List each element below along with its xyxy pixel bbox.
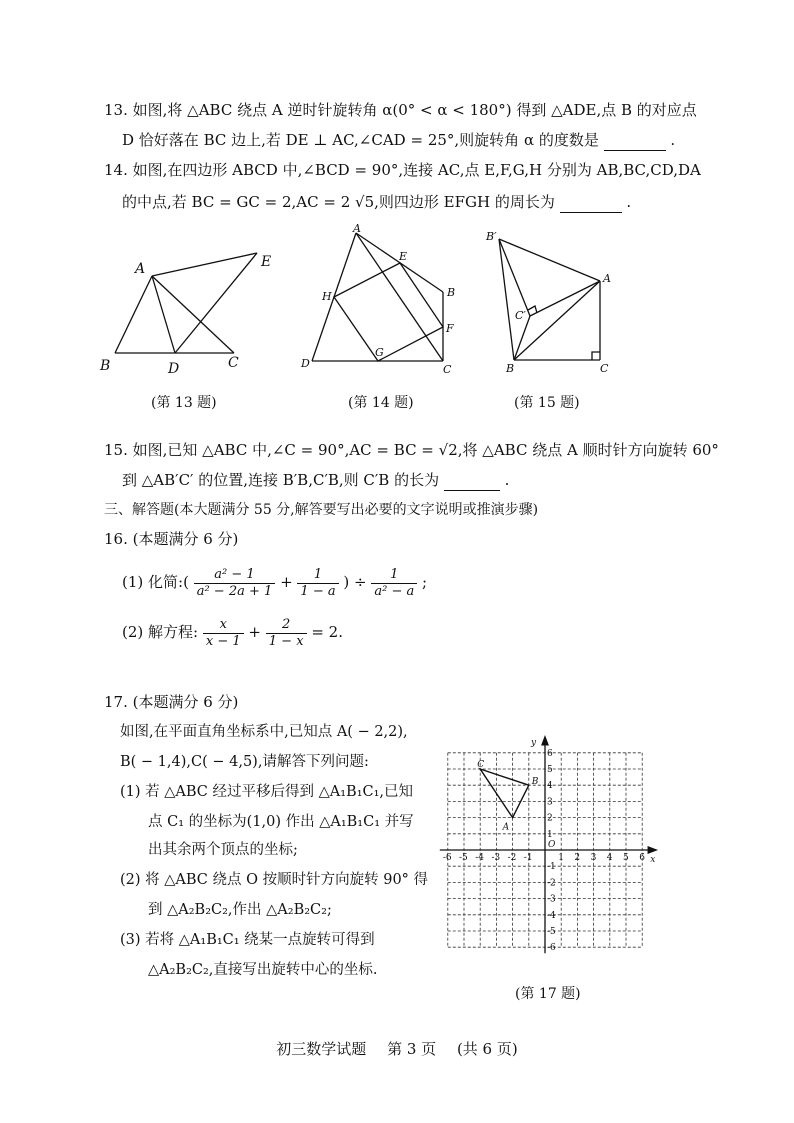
f14-label-A: A xyxy=(353,222,361,235)
q16-part2 xyxy=(122,610,343,654)
q16-p1-frac3-num: 1 xyxy=(371,567,417,584)
x-tick-label: 1 xyxy=(558,853,564,863)
y-tick-label: 4 xyxy=(547,781,553,792)
f15-seg-BpA xyxy=(499,239,600,281)
q17-l4: 点 C₁ 的坐标为(1,0) 作出 △A₁B₁C₁ 并写 xyxy=(148,814,414,830)
q15-answer-blank xyxy=(444,470,500,491)
f15-label-Cp: C′ xyxy=(515,309,526,322)
q16-p2-frac2-den: 1 − x xyxy=(268,633,304,649)
q15-line2 xyxy=(122,470,509,491)
figure-14 xyxy=(295,222,465,382)
x-tick-label: -5 xyxy=(459,853,468,863)
q16-p1-div: ) ÷ xyxy=(343,573,367,591)
q16-p1-frac2 xyxy=(297,567,338,600)
x-axis-arrow xyxy=(648,847,656,853)
f13-label-E: E xyxy=(261,254,272,270)
f13-label-D: D xyxy=(168,361,180,377)
q16-p1-end: ; xyxy=(422,573,428,591)
q13-answer-blank xyxy=(604,130,666,151)
grid-triangle xyxy=(480,769,529,818)
f14-label-E: E xyxy=(399,250,408,263)
q16-p1-frac1-num: a² − 1 xyxy=(194,567,276,584)
q16-p1-frac1 xyxy=(194,567,276,600)
x-tick-label: 2 xyxy=(574,853,581,863)
f13-seg-BA xyxy=(115,276,152,353)
q16-p2-label: (2) 解方程: xyxy=(122,623,199,641)
figure-15 xyxy=(482,222,622,382)
f14-label-B: B xyxy=(447,286,456,299)
point-label-A: A xyxy=(502,822,510,833)
q16-p1-frac2-den: 1 − a xyxy=(300,583,336,599)
q16-p2-plus: + xyxy=(248,623,261,641)
y-tick-label: 5 xyxy=(547,765,553,775)
footer-total: (共 6 页) xyxy=(456,1040,518,1058)
y-tick-label: 6 xyxy=(547,748,553,759)
y-tick-label: -5 xyxy=(547,927,556,937)
x-tick-label: 5 xyxy=(623,853,629,863)
f15-label-A: A xyxy=(603,272,611,285)
f14-caption: (第 14 题) xyxy=(348,395,414,411)
footer-subject: 初三数学试题 xyxy=(276,1040,367,1058)
q16-p2-frac2-num: 2 xyxy=(266,617,307,634)
f13-label-B: B xyxy=(100,358,111,374)
y-tick-label: 3 xyxy=(547,797,553,808)
point-label-C: C xyxy=(477,760,485,770)
f14-label-C: C xyxy=(443,363,452,376)
x-axis-label: x xyxy=(650,855,656,865)
x-tick-label: -1 xyxy=(523,853,533,863)
y-tick-label: -1 xyxy=(547,862,556,873)
q14-answer-blank xyxy=(560,192,622,213)
q13-line2-text: D 恰好落在 BC 边上,若 DE ⊥ AC,∠CAD = 25°,则旋转角 α 的度数是 xyxy=(122,131,599,149)
q17-l3: (1) 若 △ABC 经过平移后得到 △A₁B₁C₁,已知 xyxy=(120,784,414,800)
y-tick-label: 1 xyxy=(547,829,553,840)
q14-line1: 14. 如图,在四边形 ABCD 中,∠BCD = 90°,连接 AC,点 E,F,G,H 分别为 AB,BC,CD,DA xyxy=(104,161,701,179)
triangle-abc xyxy=(480,769,529,818)
y-tick-label: -3 xyxy=(547,894,556,905)
y-axis-label: y xyxy=(531,737,537,748)
q16-p1-frac3-den: a² − a xyxy=(374,583,415,599)
q17-title: 17. (本题满分 6 分) xyxy=(104,693,239,711)
y-axis-arrow xyxy=(542,737,548,745)
f13-label-A: A xyxy=(135,261,146,277)
q16-p1-frac3 xyxy=(371,567,417,600)
f14-quad-EFGH xyxy=(334,263,443,361)
y-tick-label: -2 xyxy=(547,878,556,889)
grid-tick-labels xyxy=(443,738,655,953)
f13-caption: (第 13 题) xyxy=(151,395,217,411)
q17-coordinate-grid xyxy=(442,722,675,972)
x-tick-label: -4 xyxy=(475,853,484,863)
x-tick-label: -2 xyxy=(507,853,517,863)
q16-p1-plus: + xyxy=(280,573,293,591)
q14-line2 xyxy=(122,192,631,213)
x-tick-label: -3 xyxy=(491,853,501,863)
footer-page: 第 3 页 xyxy=(387,1040,437,1058)
q16-p2-frac1 xyxy=(203,617,244,650)
q13-line2 xyxy=(122,130,675,151)
q15-line1: 15. 如图,已知 △ABC 中,∠C = 90°,AC = BC = √2,将 △ABC 绕点 A 顺时针方向旋转 60° xyxy=(104,441,719,459)
y-tick-label: -4 xyxy=(547,910,556,921)
f15-seg-BA xyxy=(514,281,600,360)
origin-label: O xyxy=(548,840,556,850)
q17-l7: 到 △A₂B₂C₂,作出 △A₂B₂C₂; xyxy=(148,902,332,918)
x-tick-label: 6 xyxy=(639,853,645,863)
q16-p1-frac2-num: 1 xyxy=(297,567,338,584)
x-tick-label: -6 xyxy=(442,853,452,863)
q17-l6: (2) 将 △ABC 绕点 O 按顺时针方向旋转 90° 得 xyxy=(120,872,429,888)
q14-end: . xyxy=(626,193,632,211)
q14-line2-text: 的中点,若 BC = GC = 2,AC = 2 √5,则四边形 EFGH 的周长为 xyxy=(122,193,555,211)
page-footer xyxy=(0,1038,794,1059)
q17-l5: 出其余两个顶点的坐标; xyxy=(148,842,298,858)
f15-caption: (第 15 题) xyxy=(514,395,580,411)
q16-p2-frac1-num: x xyxy=(203,617,244,634)
section-3-heading: 三、解答题(本大题满分 55 分,解答要写出必要的文字说明或推演步骤) xyxy=(104,502,539,518)
q16-p2-end: = 2. xyxy=(311,623,343,641)
f13-label-C: C xyxy=(228,355,239,371)
q13-line1: 13. 如图,将 △ABC 绕点 A 逆时针旋转角 α(0° < α < 180°) 得到 △ADE,点 B 的对应点 xyxy=(104,101,697,119)
f15-seg-CpA xyxy=(530,281,600,316)
f15-label-B: B xyxy=(506,362,515,375)
f14-label-G: G xyxy=(375,346,384,359)
f14-label-H: H xyxy=(322,290,332,303)
x-tick-label: 4 xyxy=(606,853,613,863)
q15-end: . xyxy=(504,471,510,489)
f15-right-angle-Cp xyxy=(528,306,537,313)
figure-13 xyxy=(95,240,295,380)
point-label-B: B xyxy=(531,777,539,788)
f15-label-C: C xyxy=(600,362,609,375)
f14-label-F: F xyxy=(446,322,454,335)
q16-p1-label: (1) 化简:( xyxy=(122,573,189,591)
f14-label-D: D xyxy=(301,357,310,370)
y-tick-label: -6 xyxy=(547,943,556,954)
q15-line2-text: 到 △AB′C′ 的位置,连接 B′B,C′B,则 C′B 的长为 xyxy=(122,471,440,489)
q13-end: . xyxy=(670,131,676,149)
y-tick-label: 2 xyxy=(547,813,553,824)
q17-l9: △A₂B₂C₂,直接写出旋转中心的坐标. xyxy=(148,962,378,978)
q16-p1-frac1-den: a² − 2a + 1 xyxy=(196,583,273,599)
x-tick-label: 3 xyxy=(590,853,597,863)
q16-p2-frac1-den: x − 1 xyxy=(205,633,241,649)
q16-p2-frac2 xyxy=(266,617,307,650)
f15-label-Bp: B′ xyxy=(486,230,497,243)
q17-l2: B( − 1,4),C( − 4,5),请解答下列问题: xyxy=(120,754,369,770)
f15-right-angle-C xyxy=(592,352,600,360)
f13-seg-AC xyxy=(152,276,234,353)
q16-title: 16. (本题满分 6 分) xyxy=(104,530,239,548)
q17-caption: (第 17 题) xyxy=(515,986,581,1002)
q17-l1: 如图,在平面直角坐标系中,已知点 A( − 2,2), xyxy=(120,724,408,740)
q16-part1 xyxy=(122,560,427,604)
q17-l8: (3) 若将 △A₁B₁C₁ 绕某一点旋转可得到 xyxy=(120,932,375,948)
